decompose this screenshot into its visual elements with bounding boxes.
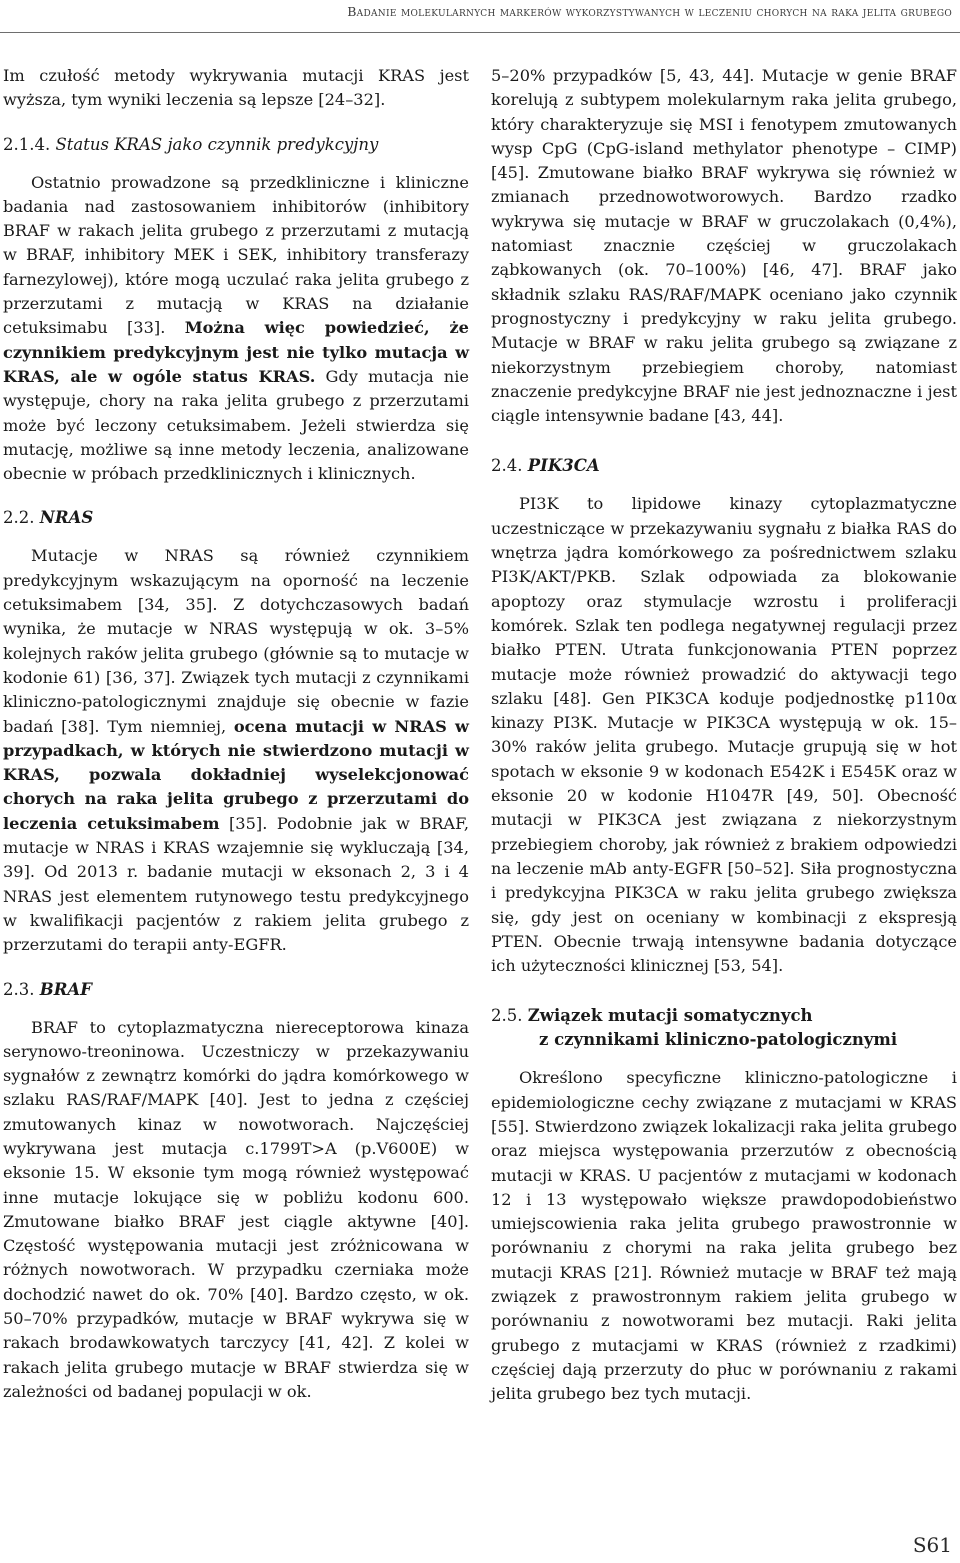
section-title-line-1: Związek mutacji somatycznych [527, 1006, 813, 1026]
section-2-2-heading [3, 506, 469, 530]
section-number: 2.1.4. [3, 134, 51, 154]
page-number: S61 [912, 1533, 952, 1557]
intro-paragraph: Im czułość metody wykrywania mutacji KRAS jest wyższa, tym wyniki leczenia są lepsze [24–32]. [3, 66, 469, 110]
paragraph-text: Mutacje w NRAS są również czynnikiem predykcyjnym wskazującym na oporność na leczenie cetuksimabem [34, 35]. Z dotychczasowych badań wynika, że mutacje w NRAS występują w ok. 3–5% kolejnych raków jelita grubego (głównie są to mutacje w kodonie 61) [36, 37]. Związek tych mutacji z czynnikami kliniczno-patologicznymi znajduje się obecnie w fazie badań [38]. Tym niemniej, [3, 546, 469, 736]
section-number: 2.3. [3, 979, 35, 999]
section-number: 2.2. [3, 508, 35, 528]
section-number: 2.4. [491, 456, 523, 476]
section-2-2-body [3, 544, 469, 957]
section-2-5-body: Określono specyficzne kliniczno-patologiczne i epidemiologiczne cechy związane z mutacjami w KRAS [55]. Stwierdzono związek lokalizacji raka jelita grubego oraz miejsca występowania przerzutów z obecnością mutacji w KRAS. U pacjentów z mutacjami w kodonach 12 i 13 występowało większe prawdopodobieństwo umiejscowienia raka jelita grubego prawostronnie w porównaniu z chorymi na raka jelita grubego bez mutacji KRAS [21]. Również mutacje w BRAF też mają związek z prawostronnym rakiem jelita grubego w porównaniu z nowotworami bez mutacji. Raki jelita grubego z mutacjami w KRAS (również z rzadkimi) częściej dają przerzuty do płuc w porównaniu z rakami jelita grubego bez tych mutacji. [491, 1068, 957, 1404]
section-2-1-4-heading [3, 133, 469, 157]
running-title: Badanie molekularnych markerów wykorzystywanych w leczeniu chorych na raka jelita grubego [347, 4, 952, 19]
section-number: 2.5. [491, 1006, 523, 1026]
continued-paragraph: 5–20% przypadków [5, 43, 44]. Mutacje w genie BRAF korelują z subtypem molekularnym raka jelita grubego, który charakteryzuje się MSI i fenotypem zmutowanych wysp CpG (CpG-island methylator phenotype – CIMP) [45]. Zmutowane białko BRAF wykrywa się również w zmianach przednowotworowych. Bardzo rzadko wykrywa się mutacje w BRAF w gruczolakach (0,4%), natomiast znacznie częściej w gruczolakach ząbkowanych (ok. 70–100%) [46, 47]. BRAF jako składnik szlaku RAS/RAF/MAPK oceniano jako czynnik prognostyczny i predykcyjny w raku jelita grubego. Mutacje w BRAF w raku jelita grubego są związane z niekorzystnym przebiegiem choroby, natomiast znaczenie predykcyjne BRAF nie jest jednoznaczne i jest ciągle intensywnie badane [43, 44]. [491, 66, 957, 426]
section-title: BRAF [39, 979, 92, 999]
section-title: PIK3CA [527, 456, 600, 476]
section-title-line-2: z czynnikami kliniczno-patologicznymi [539, 1030, 898, 1050]
paragraph-text: Ostatnio prowadzone są przedkliniczne i kliniczne badania nad zastosowaniem inhibitorów (inhibitory BRAF w rakach jelita grubego z przerzutami z mutacją w BRAF, inhibitory MEK i SEK, inhibitory transferazy farnezylowej), które mogą uczulać raka jelita grubego z przerzutami z mutacją w KRAS na działanie cetuksimabu [33]. [3, 172, 469, 338]
running-header [200, 4, 952, 19]
left-column [3, 64, 469, 1404]
paragraph-text: Gdy mutacja nie występuje, chory na raka jelita grubego z przerzutami może być leczony cetuksimabem. Jeżeli stwierdza się mutację, możliwe są inne metody leczenia, analizowane obecnie w próbach przedklinicznych i klinicznych. [3, 366, 469, 484]
section-title: NRAS [39, 508, 94, 528]
section-title: Status KRAS jako czynnik predykcyjny [55, 134, 379, 154]
emphasis-text: Można więc powiedzieć, że czynnikiem predykcyjnym jest nie tylko mutacja w KRAS, ale w ogóle status KRAS. [3, 318, 469, 386]
section-2-5-heading [491, 1004, 957, 1052]
section-2-3-heading [3, 978, 469, 1002]
section-2-4-heading [491, 454, 957, 478]
paragraph-text: [35]. Podobnie jak w BRAF, mutacje w NRAS i KRAS wzajemnie się wykluczają [34, 39]. Od 2013 r. badanie mutacji w eksonach 2, 3 i 4 NRAS jest elementem rutynowego testu predykcyjnego w kwalifikacji pacjentów z rakiem jelita grubego z przerzutami do terapii anty-EGFR. [3, 813, 469, 955]
header-rule [0, 32, 960, 33]
right-column [491, 64, 957, 1407]
section-2-3-body: BRAF to cytoplazmatyczna niereceptorowa kinaza serynowo-treoninowa. Uczestniczy w przekazywaniu sygnałów z zewnątrz komórki do jądra komórkowego w szlaku RAS/RAF/MAPK [40]. Jest to jedna z częściej zmutowanych kinaz w nowotworach. Najczęściej wykrywana jest mutacja c.1799T>A (p.V600E) w eksonie 15. W eksonie tym mogą również występować inne mutacje lokujące się w pobliżu kodonu 600. Zmutowane białko BRAF jest ciągle aktywne [40]. Częstość występowania mutacji jest zróżnicowana w różnych nowotworach. W przypadku czerniaka może dochodzić nawet do ok. 70% [40]. Bardzo często, w ok. 50–70% przypadków, mutacje w BRAF wykrywa się w rakach brodawkowatych tarczycy [41, 42]. Z kolei w rakach jelita grubego mutacje w BRAF stwierdza się w zależności od badanej populacji w ok. [3, 1017, 469, 1401]
emphasis-text: ocena mutacji w NRAS w przypadkach, w których nie stwierdzono mutacji w KRAS, pozwala dokładniej wyselekcjonować chorych na raka jelita grubego z przerzutami do leczenia cetuksimabem [3, 716, 469, 833]
section-2-1-4-body [3, 171, 469, 487]
section-2-4-body: PI3K to lipidowe kinazy cytoplazmatyczne uczestniczące w przekazywaniu sygnału z białka RAS do wnętrza jądra komórkowego za pośrednictwem szlaku PI3K/AKT/PKB. Szlak odpowiada za blokowanie apoptozy oraz stymulacje wzrostu i proliferacji komórek. Szlak ten podlega negatywnej regulacji przez białko PTEN. Utrata funkcjonowania PTEN poprzez mutacje może również prowadzić do aktywacji tego szlaku [48]. Gen PIK3CA koduje podjednostkę p110α kinazy PI3K. Mutacje w PIK3CA występują w ok. 15–30% raków jelita grubego. Mutacje grupują się w hot spotach w eksonie 9 w kodonach E542K i E545K oraz w eksonie 20 w kodonie H1047R [49, 50]. Obecność mutacji w PIK3CA jest związana z niekorzystnym przebiegiem choroby, jak również z brakiem odpowiedzi na leczenie mAb anty-EGFR [50–52]. Siła prognostyczna i predykcyjna PIK3CA w raku jelita grubego zwiększa się, gdy jest on oceniany w kombinacji z ekspresją PTEN. Obecnie trwają intensywne badania dotyczące ich użyteczności klinicznej [53, 54]. [491, 494, 957, 976]
